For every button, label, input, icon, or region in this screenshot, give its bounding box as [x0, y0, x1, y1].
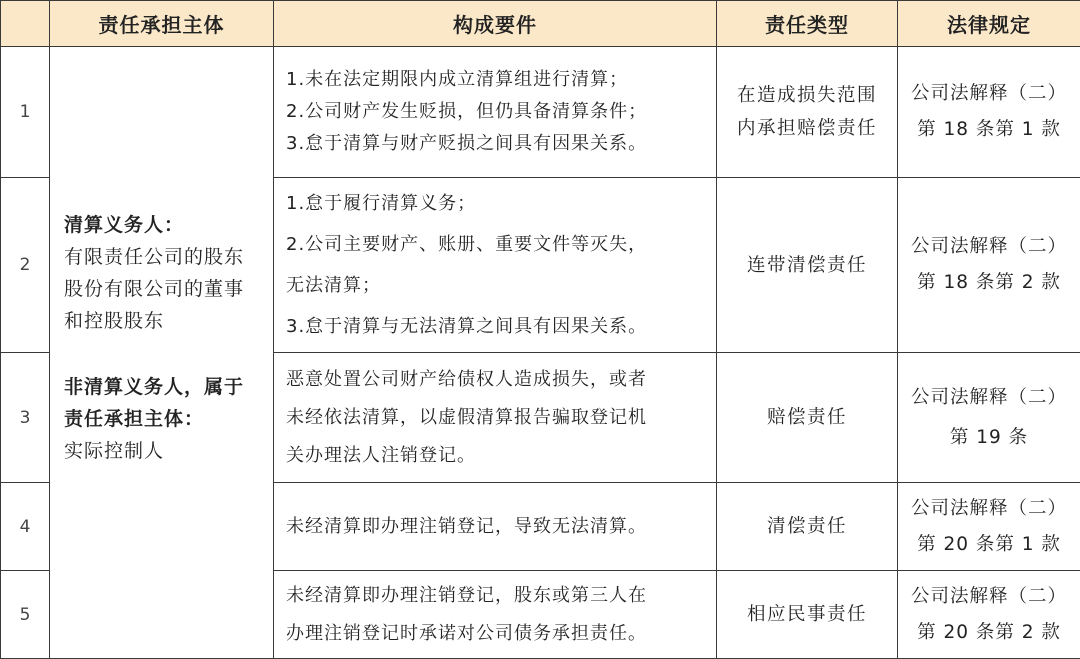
element-line: 1.未在法定期限内成立清算组进行清算； — [286, 64, 710, 96]
type-cell — [717, 353, 898, 483]
elements-cell — [274, 353, 717, 483]
type-cell — [717, 47, 898, 178]
law-line: 公司法解释（二） — [898, 378, 1080, 418]
subject-line: 股份有限公司的董事 — [64, 273, 263, 305]
header-num — [1, 1, 50, 47]
type-line: 相应民事责任 — [721, 598, 893, 631]
element-line: 恶意处置公司财产给债权人造成损失，或者 — [286, 361, 710, 399]
type-cell — [717, 571, 898, 659]
type-line: 赔偿责任 — [721, 401, 893, 434]
element-line: 3.怠于清算与财产贬损之间具有因果关系。 — [286, 128, 710, 160]
law-cell — [898, 47, 1080, 178]
subject-line: 和控股股东 — [64, 305, 263, 337]
law-line: 第 20 条第 1 款 — [898, 527, 1080, 563]
type-line: 清偿责任 — [721, 510, 893, 543]
law-line: 公司法解释（二） — [898, 229, 1080, 265]
subject-line: 有限责任公司的股东 — [64, 241, 263, 273]
elements-cell — [274, 178, 717, 353]
row-number: 1 — [1, 47, 50, 178]
element-line: 未经清算即办理注销登记，导致无法清算。 — [286, 511, 710, 543]
elements-cell — [274, 47, 717, 178]
elements-cell — [274, 483, 717, 571]
element-line: 未经清算即办理注销登记，股东或第三人在 — [286, 577, 710, 615]
row-number: 4 — [1, 483, 50, 571]
type-line: 连带清偿责任 — [721, 249, 893, 282]
element-line: 2.公司主要财产、账册、重要文件等灭失， — [286, 224, 710, 265]
subject-group2-title: 非清算义务人，属于 — [64, 371, 263, 403]
law-line: 公司法解释（二） — [898, 76, 1080, 112]
law-line: 第 18 条第 1 款 — [898, 112, 1080, 148]
subject-group2-title: 责任承担主体： — [64, 403, 263, 435]
header-row — [1, 1, 1080, 47]
law-line: 第 20 条第 2 款 — [898, 615, 1080, 651]
law-line: 公司法解释（二） — [898, 579, 1080, 615]
law-line: 第 19 条 — [898, 418, 1080, 458]
type-line: 内承担赔偿责任 — [721, 112, 893, 145]
law-cell — [898, 353, 1080, 483]
table-row — [1, 47, 1080, 178]
subject-line: 实际控制人 — [64, 435, 263, 467]
element-line: 1.怠于履行清算义务； — [286, 183, 710, 224]
element-line: 3.怠于清算与无法清算之间具有因果关系。 — [286, 306, 710, 347]
element-line: 办理注销登记时承诺对公司债务承担责任。 — [286, 615, 710, 653]
header-law: 法律规定 — [898, 1, 1080, 47]
law-cell — [898, 571, 1080, 659]
law-cell — [898, 483, 1080, 571]
row-number: 2 — [1, 178, 50, 353]
law-line: 第 18 条第 2 款 — [898, 265, 1080, 301]
type-cell — [717, 178, 898, 353]
element-line: 未经依法清算，以虚假清算报告骗取登记机 — [286, 399, 710, 437]
header-elements: 构成要件 — [274, 1, 717, 47]
law-line: 公司法解释（二） — [898, 491, 1080, 527]
header-subject: 责任承担主体 — [50, 1, 274, 47]
law-cell — [898, 178, 1080, 353]
header-type: 责任类型 — [717, 1, 898, 47]
elements-cell — [274, 571, 717, 659]
row-number: 5 — [1, 571, 50, 659]
row-number: 3 — [1, 353, 50, 483]
type-line: 在造成损失范围 — [721, 79, 893, 112]
type-cell — [717, 483, 898, 571]
element-line: 关办理法人注销登记。 — [286, 437, 710, 475]
subject-group1-title: 清算义务人： — [64, 209, 263, 241]
subject-cell — [50, 47, 274, 659]
element-line: 2.公司财产发生贬损，但仍具备清算条件； — [286, 96, 710, 128]
element-line: 无法清算； — [286, 265, 710, 306]
